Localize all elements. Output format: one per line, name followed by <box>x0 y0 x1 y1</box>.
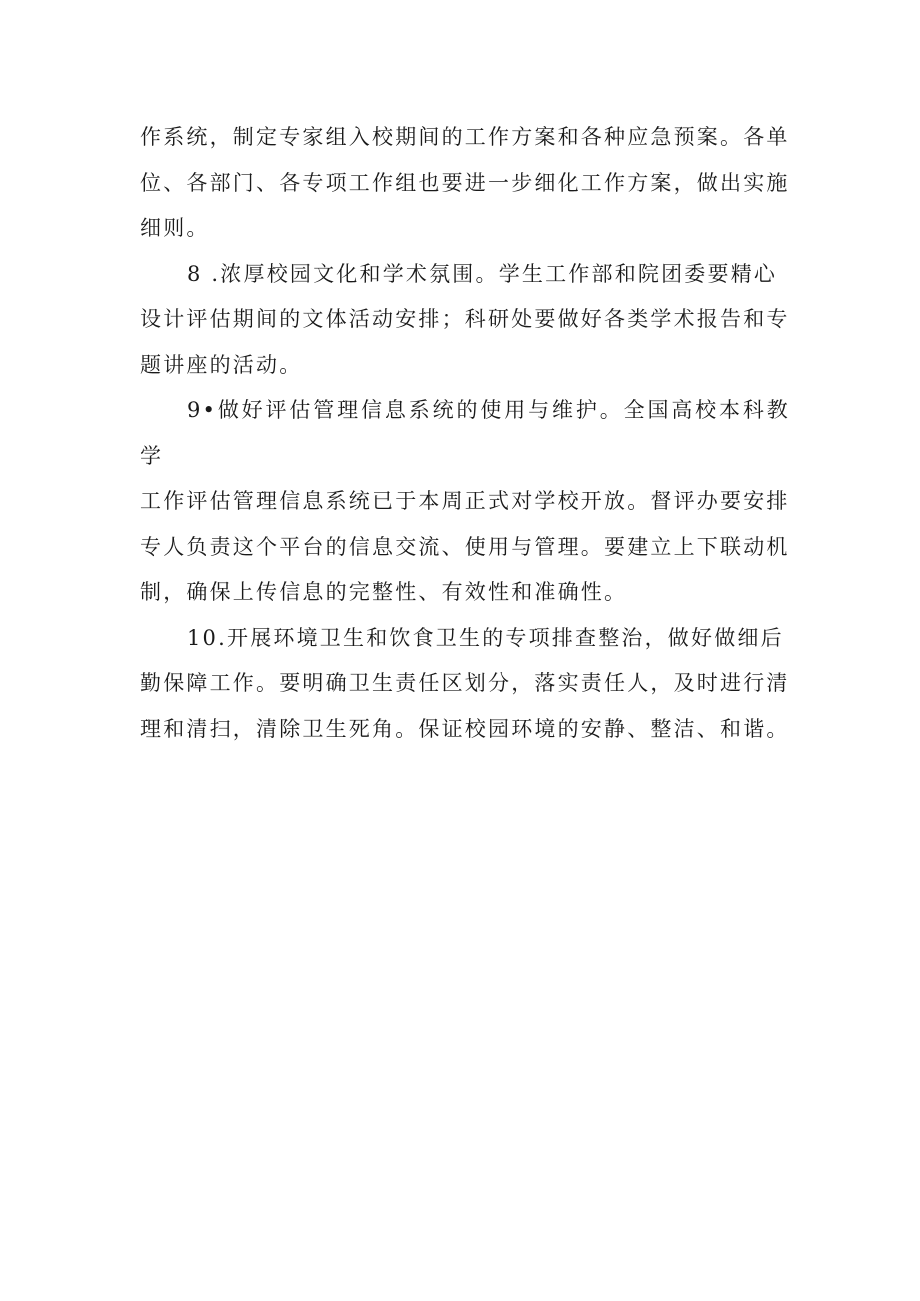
paragraph-item-10 <box>140 616 790 753</box>
text-line: 制，确保上传信息的完整性、有效性和准确性。 <box>140 580 628 604</box>
text-line: 作系统，制定专家组入校期间的工作方案和各种应急预案。各单 <box>140 125 790 149</box>
text-line: 9•做好评估管理信息系统的使用与维护。全国高校本科教学 <box>140 398 790 468</box>
paragraph-continuation <box>140 115 790 252</box>
text-line: 题讲座的活动。 <box>140 352 303 377</box>
text-line: 工作评估管理信息系统已于本周正式对学校开放。督评办要安排 <box>140 489 790 513</box>
text-line: 细则。 <box>140 216 210 240</box>
text-line: 勤保障工作。要明确卫生责任区划分，落实责任人，及时进行清 <box>140 671 790 695</box>
paragraph-item-9 <box>140 388 790 616</box>
text-line: 理和清扫，清除卫生死角。保证校园环境的安静、整洁、和谐。 <box>140 716 790 741</box>
text-line: 位、各部门、各专项工作组也要进一步细化工作方案，做出实施 <box>140 170 790 195</box>
paragraph-item-8 <box>140 252 790 389</box>
text-line: 10.开展环境卫生和饮食卫生的专项排查整治，做好做细后 <box>187 625 784 650</box>
text-line: 8 .浓厚校园文化和学术氛围。学生工作部和院团委要精心 <box>187 261 778 286</box>
text-line: 专人负责这个平台的信息交流、使用与管理。要建立上下联动机 <box>140 534 790 559</box>
document-body <box>140 115 790 752</box>
text-line: 设计评估期间的文体活动安排；科研处要做好各类学术报告和专 <box>140 307 790 331</box>
